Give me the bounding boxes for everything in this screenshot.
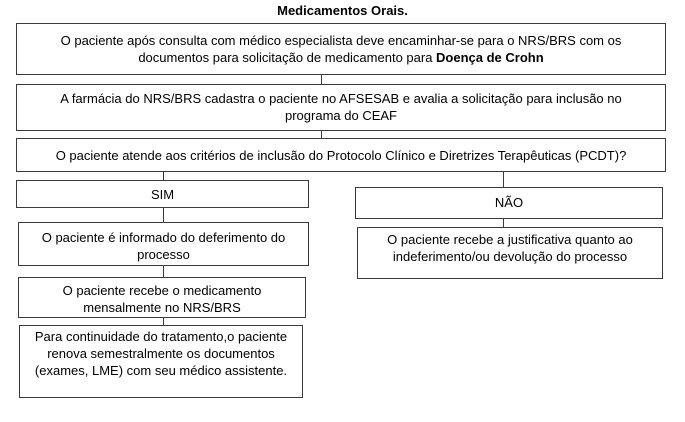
step-consultation-box	[16, 23, 666, 75]
disease-name: Doença de Crohn	[436, 50, 544, 65]
yes-step-3-text: Para continuidade do tratamento,o paciente renova semestralmente os documentos (exames, LME) com seu médico assistente.	[34, 329, 288, 378]
yes-step-1-box	[18, 222, 309, 266]
connector-yes-2	[163, 266, 164, 277]
yes-box	[16, 180, 309, 208]
connector-yes-1	[163, 208, 164, 222]
yes-step-2-box	[18, 277, 306, 318]
step-consultation-text-main: O paciente após consulta com médico especialista deve encaminhar-se para o NRS/BRS com os documentos para solicitação de medicamento para	[60, 33, 622, 65]
connector-1-2	[321, 75, 322, 84]
yes-step-1-text: O paciente é informado do deferimento do processo	[41, 230, 286, 262]
decision-box	[16, 138, 666, 172]
connector-decision-no	[503, 172, 504, 187]
step-pharmacy-text: A farmácia do NRS/BRS cadastra o paciente no AFSESAB e avalia a solicitação para inclusão no programa do CEAF	[60, 91, 622, 123]
no-step-1-text: O paciente recebe a justificativa quanto ao indeferimento/ou devolução do processo	[387, 232, 633, 264]
connector-no-1	[503, 219, 504, 227]
decision-text: O paciente atende aos critérios de inclusão do Protocolo Clínico e Diretrizes Terapêuticas (PCDT)?	[55, 148, 627, 163]
no-label: NÃO	[494, 195, 524, 210]
step-pharmacy-box	[16, 84, 666, 131]
yes-step-2-text: O paciente recebe o medicamento mensalmente no NRS/BRS	[62, 283, 262, 315]
yes-label: SIM	[150, 187, 175, 202]
diagram-title: Medicamentos Orais.	[277, 3, 408, 18]
connector-yes-3	[163, 318, 164, 325]
connector-2-3	[321, 131, 322, 138]
no-step-1-box	[357, 227, 663, 279]
connector-decision-yes	[163, 172, 164, 180]
step-consultation-text	[37, 32, 645, 74]
yes-step-3-box	[19, 325, 303, 398]
no-box	[355, 187, 663, 219]
